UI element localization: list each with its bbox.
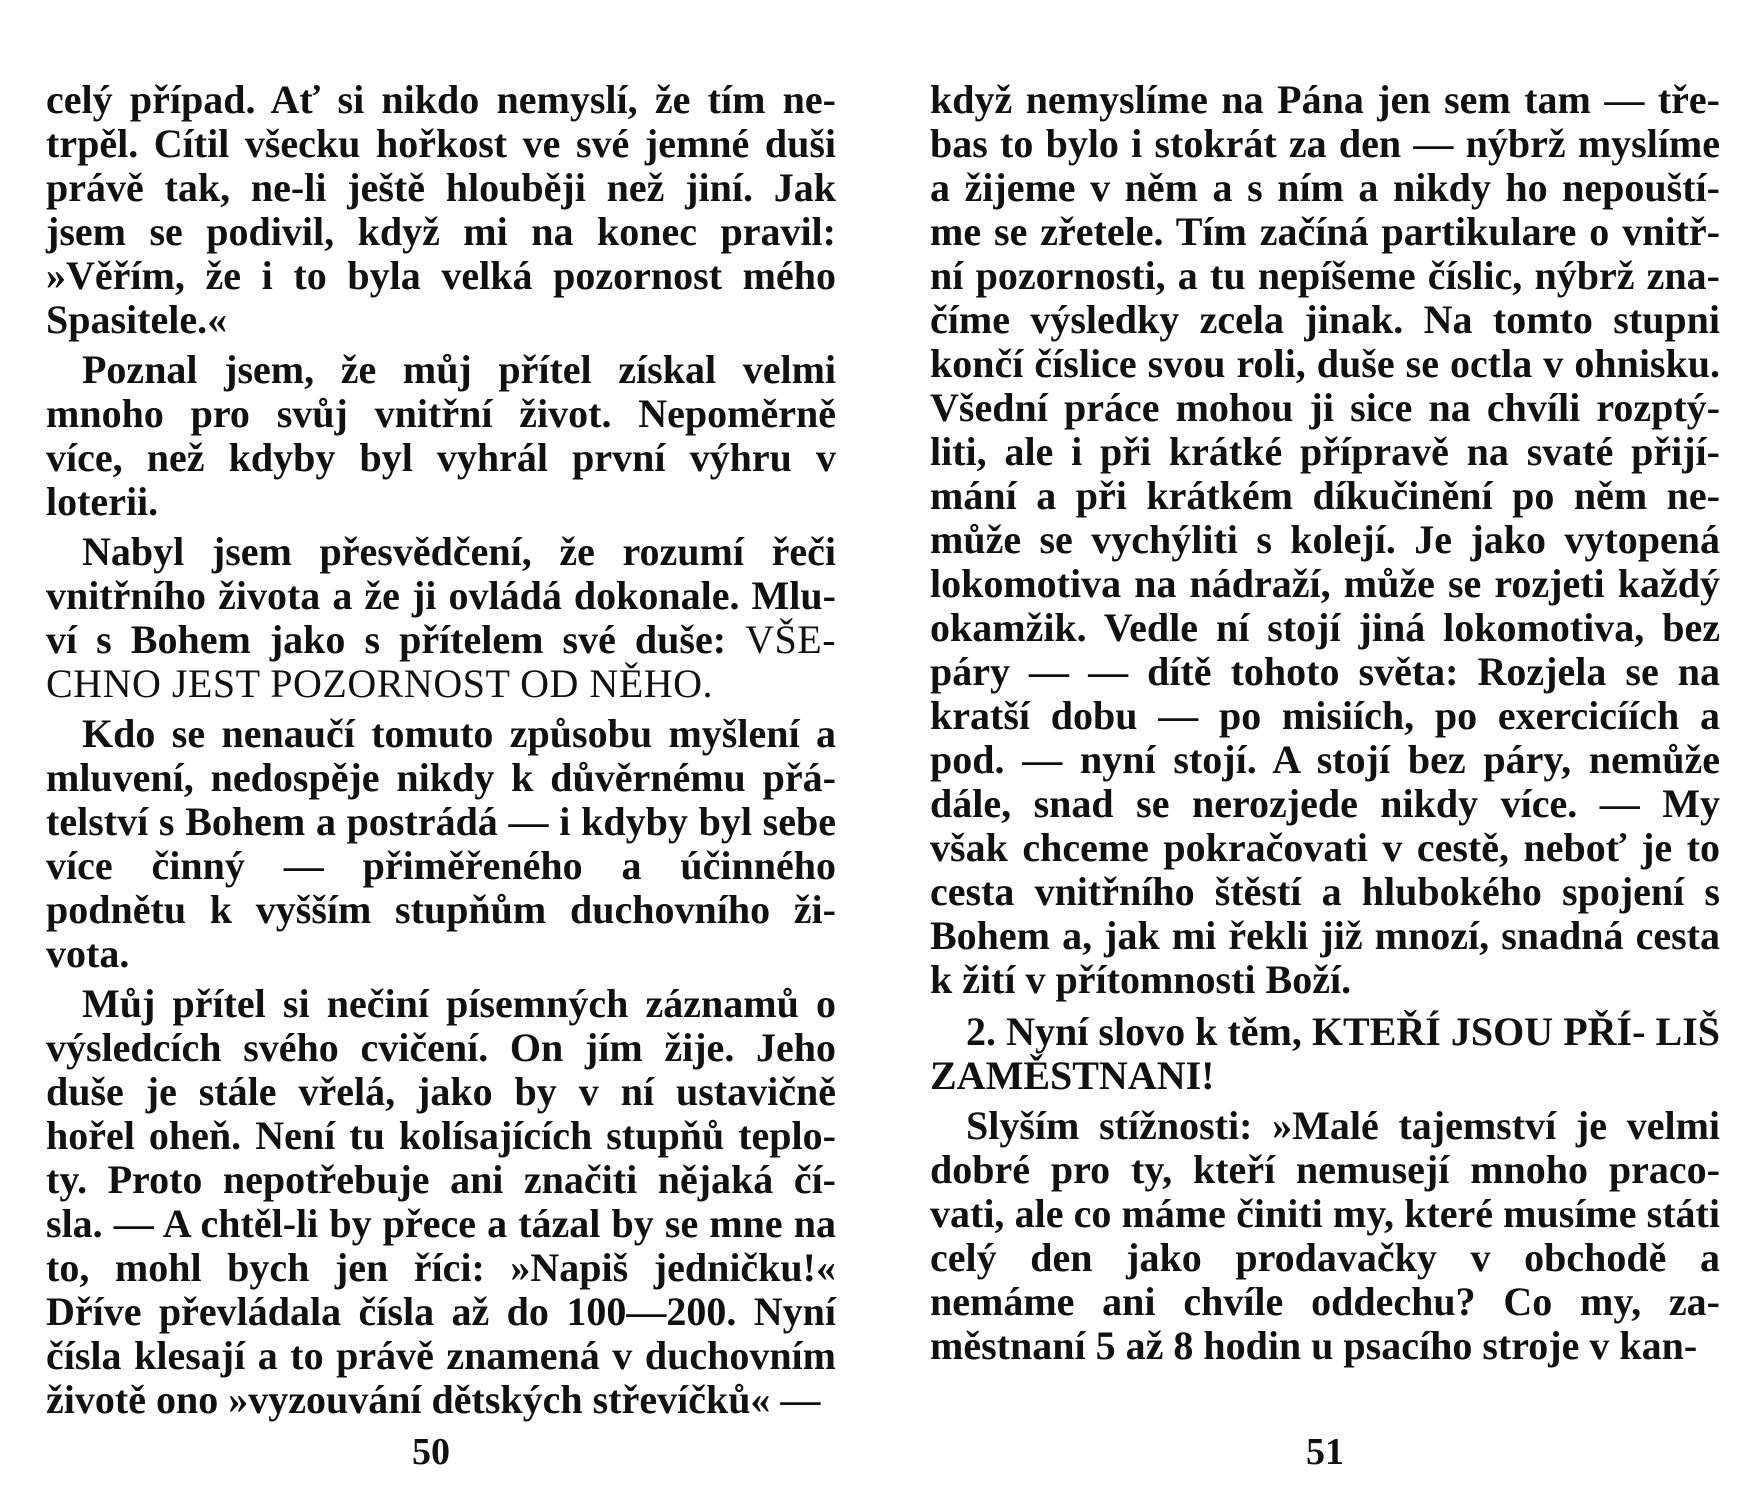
- paragraph: celý případ. Ať si nikdo nemyslí, že tím ne- trpěl. Cítil všecku hořkost ve své jemné duši právě tak, ne-li ještě hlouběji než jiní. Jak jsem se podivil, když mi na konec pravil: »Věřím, že i to byla velká pozornost mého Spasitele.«: [46, 77, 836, 342]
- right-page: [930, 78, 1720, 1418]
- caps-phrase: VŠE- CHNO JEST POZORNOST OD NĚHO.: [46, 617, 837, 706]
- paragraph: Kdo se nenaučí tomuto způsobu myšlení a mluvení, nedospěje nikdy k důvěrnému přá- telství s Bohem a postrádá — i kdyby byl sebe více činný — přiměřeného a účinného podnětu k vyšším stupňům duchovního ži- vota.: [46, 711, 836, 976]
- section-heading: 2. Nyní slovo k těm, KTEŘÍ JSOU PŘÍ- LIŠ ZAMĚSTNANI!: [930, 1009, 1720, 1098]
- page-number: 51: [1306, 1431, 1344, 1473]
- paragraph: [46, 530, 836, 706]
- left-page: [46, 77, 837, 1422]
- paragraph: když nemyslíme na Pána jen sem tam — tře- bas to bylo i stokrát za den — nýbrž myslíme a žijeme v něm a s ním a nikdy ho nepouští- me se zřetele. Tím začíná partikulare o vnitř- ní pozornosti, a tu nepíšeme číslic, nýbrž zna- číme výsledky zcela jinak. Na tomto stupni končí číslice svou roli, duše se octla v ohnisku. Všední práce mohou ji sice na chvíli rozptý- liti, ale i při krátké přípravě na svaté přijí- mání a při krátkém díkučinění po něm ne- může se vychýliti s kolejí. Je jako vytopená lokomotiva na nádraží, může se rozjeti každý okamžik. Vedle ní stojí jiná lokomotiva, bez páry — — dítě tohoto světa: Rozjela se na kratší dobu — po misiích, po exercicíích a pod. — nyní stojí. A stojí bez páry, nemůže dále, snad se nerozjede nikdy více. — My však chceme pokračovati v cestě, neboť je to cesta vnitřního štěstí a hlubokého spojení s Bohem a, jak mi řekli již mnozí, snadná cesta k žití v přítomnosti Boží.: [930, 77, 1720, 1002]
- paragraph: Slyším stížnosti: »Malé tajemství je velmi dobré pro ty, kteří nemusejí mnoho praco- vati, ale co máme činiti my, které musíme státi celý den jako prodavačky v obchodě a nemáme ani chvíle oddechu? Co my, za- městnaní 5 až 8 hodin u psacího stroje v kan-: [930, 1103, 1720, 1368]
- paragraph: Můj přítel si nečiní písemných záznamů o výsledcích svého cvičení. On jím žije. Jeho duše je stále vřelá, jako by v ní ustavičně hořel oheň. Není tu kolísajících stupňů teplo- ty. Proto nepotřebuje ani značiti nějaká čí- sla. — A chtěl-li by přece a tázal by se mne na to, mohl bych jen říci: »Napiš jedničku!« Dříve převládala čísla až do 100—200. Nyní čísla klesají a to právě znamená v duchovním životě ono »vyzouvání dětských střevíčků« —: [46, 981, 836, 1422]
- paragraph: Poznal jsem, že můj přítel získal velmi mnoho pro svůj vnitřní život. Nepoměrně více, než kdyby byl vyhrál první výhru v loterii.: [46, 347, 836, 524]
- paragraph-text: Nabyl jsem přesvědčení, že rozumí řeči vnitřního života a že ji ovládá dokonale. Mlu- ví s Bohem jako s přítelem své duše:: [46, 529, 836, 662]
- page-number: 50: [412, 1431, 450, 1473]
